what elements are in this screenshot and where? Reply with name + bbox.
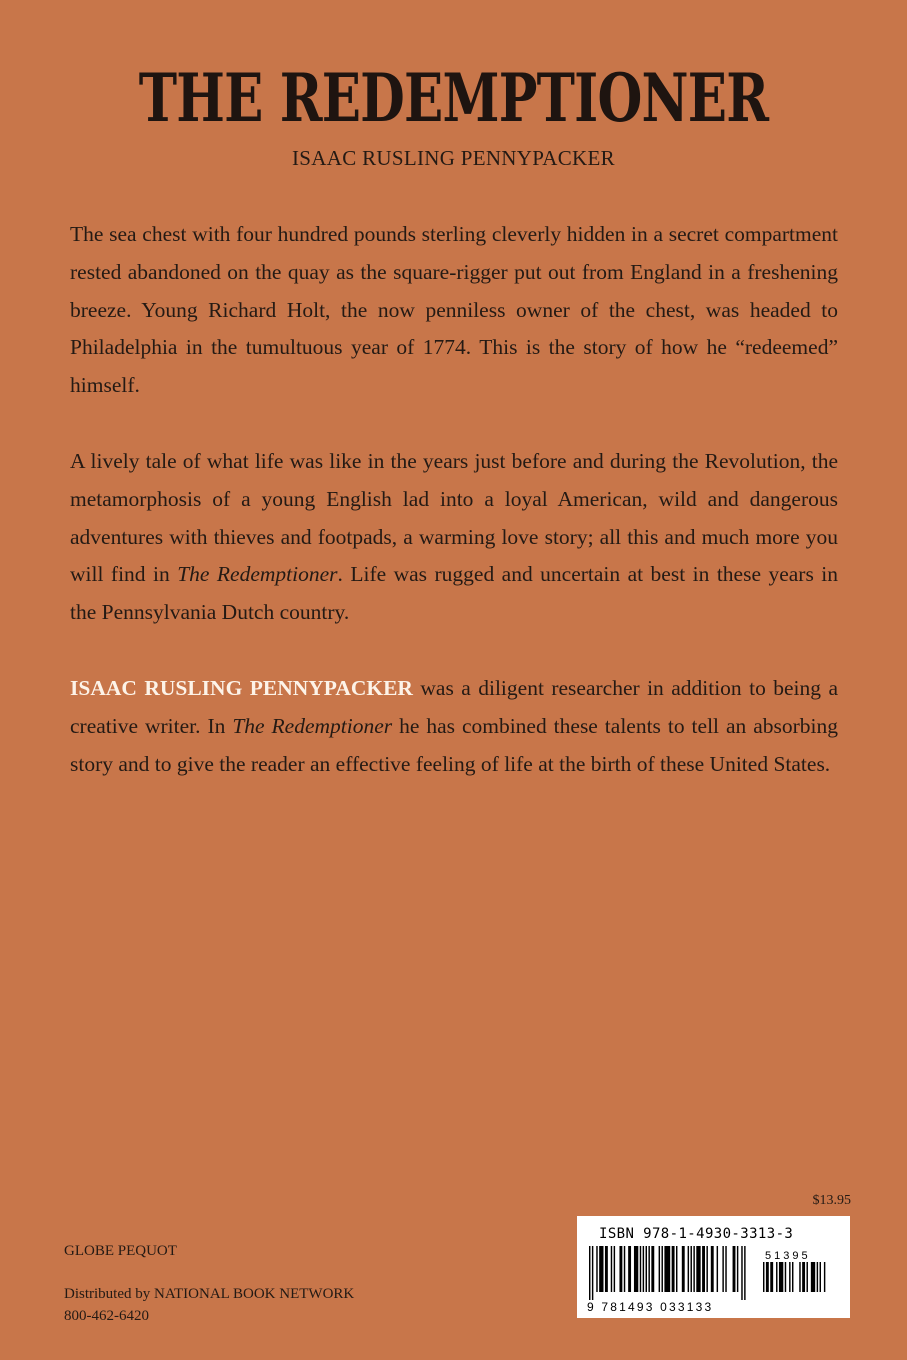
- barcode-bar: [599, 1246, 603, 1292]
- barcode-bar: [770, 1262, 773, 1292]
- barcode-bar: [605, 1246, 608, 1292]
- distribution-info: [64, 1283, 354, 1327]
- barcode-bar: [672, 1246, 675, 1292]
- barcode-bar: [664, 1246, 670, 1292]
- barcode-bar: [792, 1262, 793, 1292]
- barcode-bar: [711, 1246, 714, 1292]
- barcode-bar: [628, 1246, 631, 1292]
- barcode-bar: [640, 1246, 641, 1292]
- book-title-italic: The Redemptioner: [177, 562, 338, 587]
- author-bio: [70, 670, 838, 783]
- price-addon-digits: 51395: [765, 1250, 811, 1262]
- book-title-italic: The Redemptioner: [232, 713, 393, 738]
- barcode-bar: [789, 1262, 790, 1292]
- barcode-bar: [802, 1262, 805, 1292]
- barcode-bar: [741, 1246, 742, 1300]
- barcode-bar: [596, 1246, 597, 1292]
- barcode-bar: [779, 1262, 783, 1292]
- bio-text: was a diligent researcher in addition to being a creative writer. In: [70, 676, 838, 738]
- barcode-bar: [624, 1246, 625, 1292]
- addon-barcode-bars: [763, 1262, 839, 1300]
- phone-number: 800-462-6420: [64, 1308, 149, 1324]
- publisher: GLOBE PEQUOT: [64, 1243, 177, 1259]
- barcode-bar: [776, 1262, 777, 1292]
- isbn-number: ISBN 978-1-4930-3313-3: [599, 1226, 794, 1242]
- barcode-bar: [744, 1246, 745, 1300]
- barcode-bar: [662, 1246, 663, 1292]
- barcode-bar: [733, 1246, 736, 1292]
- barcode-bar: [592, 1246, 593, 1300]
- barcode-bar: [682, 1246, 685, 1292]
- barcode-bar: [659, 1246, 660, 1292]
- isbn-barcode: [577, 1216, 850, 1318]
- barcode-bar: [648, 1246, 649, 1292]
- barcode-bar: [807, 1262, 808, 1292]
- ean-digits: 9 781493 033133: [587, 1300, 714, 1314]
- barcode-bar: [717, 1246, 718, 1292]
- bio-text: he has combined these talents to tell an absorbing story and to give the reader an effective feeling of life at the birth of these United States.: [70, 713, 839, 776]
- barcode-bar: [696, 1246, 700, 1292]
- barcode-bar: [799, 1262, 800, 1292]
- barcode-bar: [722, 1246, 723, 1292]
- barcode-bar: [643, 1246, 644, 1292]
- barcode-bar: [811, 1262, 815, 1292]
- barcode-bar: [763, 1262, 764, 1292]
- barcode-bar: [634, 1246, 638, 1292]
- barcode-bar: [693, 1246, 694, 1292]
- author-name: ISAAC RUSLING PENNYPACKER: [292, 146, 615, 170]
- barcode-bar: [785, 1262, 786, 1292]
- blurb-text: . Life was rugged and uncertain at best in these years in the Pennsylvania Dutch country.: [70, 562, 839, 625]
- distributor: Distributed by NATIONAL BOOK NETWORK: [64, 1286, 355, 1302]
- barcode-bar: [766, 1262, 769, 1292]
- barcode-bar: [820, 1262, 821, 1292]
- barcode-bar: [676, 1246, 677, 1292]
- barcode-bar: [646, 1246, 647, 1292]
- barcode-bar: [651, 1246, 654, 1292]
- barcode-bar: [706, 1246, 707, 1292]
- barcode-bar: [702, 1246, 705, 1292]
- barcode-bar: [817, 1262, 818, 1292]
- barcode-bar: [611, 1246, 612, 1292]
- barcode-bar: [589, 1246, 590, 1300]
- barcode-bar: [725, 1246, 726, 1292]
- blurb-paragraph-2: [70, 443, 838, 632]
- ean-barcode-bars: [589, 1246, 754, 1300]
- barcode-bar: [737, 1246, 738, 1292]
- blurb-text: A lively tale of what life was like in the years just before and during the Revolution, the metamorphosis of a young English lad into a loyal American, wild and dangerous adventures with thieves and footpads, a warming love story; all this and much more you will find in: [70, 449, 838, 587]
- barcode-bar: [688, 1246, 689, 1292]
- barcode-bar: [824, 1262, 825, 1292]
- blurb-paragraph-1: The sea chest with four hundred pounds sterling cleverly hidden in a secret compartment rested abandoned on the quay as the square-rigger put out from England in a freshening breeze. Young Richard Holt, the now penniless owner of the chest, was headed to Philadelphia in the tumultuous year of 1774. This is the story of how he “redeemed” himself.: [70, 222, 838, 398]
- barcode-bar: [614, 1246, 615, 1292]
- barcode-bar: [691, 1246, 692, 1292]
- price: $13.95: [812, 1193, 851, 1208]
- author-name-highlight: ISAAC RUSLING PENNYPACKER: [70, 676, 413, 700]
- book-title: THE REDEMPTIONER: [138, 59, 769, 137]
- barcode-bar: [619, 1246, 622, 1292]
